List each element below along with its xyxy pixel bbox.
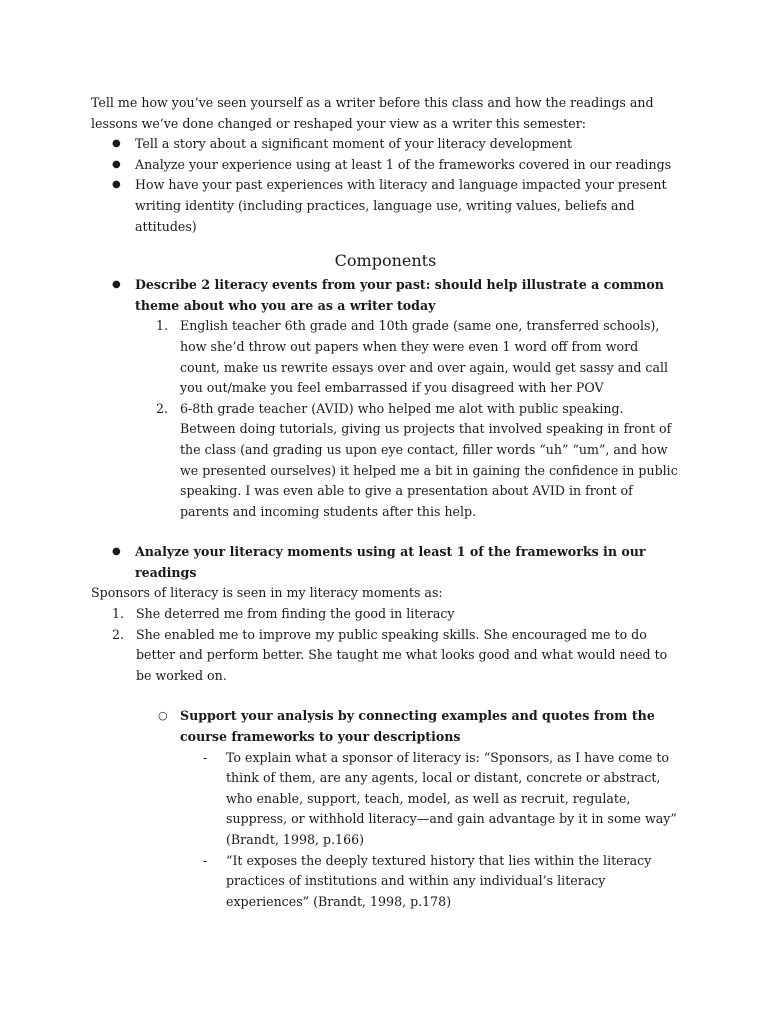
list-item [203, 851, 680, 913]
section2-bullet-list [91, 542, 680, 583]
list-item-text: “It exposes the deeply textured history that lies within the literacy practices of institutions and within any individual’s literacy experiences” (Brandt, 1998, p.178) [226, 852, 652, 909]
list-item [135, 155, 680, 176]
list-item [135, 134, 680, 155]
components-heading: Components [334, 251, 437, 271]
list-number: 2. [156, 400, 169, 416]
list-number: 1. [112, 606, 125, 622]
list-item-text: Analyze your experience using at least 1 of the frameworks covered in our readings [135, 156, 672, 172]
list-number: 1. [156, 318, 169, 334]
spacer [91, 522, 680, 542]
list-item [112, 625, 680, 687]
section2-bullet [135, 542, 680, 583]
intro-bullet-list [91, 134, 680, 237]
section2-numbered-list [91, 604, 680, 686]
section2-intro: Sponsors of literacy is seen in my literacy moments as: [91, 585, 443, 601]
list-item-text: To explain what a sponsor of literacy is: “Sponsors, as I have come to think of them, are any agents, local or distant, concrete or abstract, who enable, support, teach, model, as well as recruit, regulate, suppress, or withhold literacy—and gain advantage by it in some way” (Brandt, 1998, p.166) [226, 749, 677, 847]
section3-dash-list [180, 748, 680, 913]
list-item-text: 6-8th grade teacher (AVID) who helped me alot with public speaking. Between doing tutorials, giving us projects that involved speaking in front of the class (and grading us upon eye contact, filler words “uh” “um”, and how we presented ourselves) it helped me a bit in gaining the confidence in public speaking. I was even able to give a presentation about AVID in front of parents and incoming students after this help. [180, 400, 678, 519]
hollow-circle-bullet-icon: ○ [158, 709, 168, 723]
list-item-text: She deterred me from finding the good in literacy [136, 606, 455, 622]
section1-bullet [135, 275, 680, 522]
dash-bullet: - [203, 749, 208, 765]
list-item-text: She enabled me to improve my public speaking skills. She encouraged me to do better and perform better. She taught me what looks good and what would need to be worked on. [136, 626, 668, 683]
list-item [156, 399, 680, 523]
list-item [135, 175, 680, 237]
section2-bullet-text: Analyze your literacy moments using at least 1 of the frameworks in our readings [135, 544, 646, 580]
list-number: 2. [112, 626, 125, 642]
list-item [112, 604, 680, 625]
section3-bullet-text: Support your analysis by connecting examples and quotes from the course frameworks to your descriptions [180, 708, 655, 745]
section3-bullet [158, 706, 680, 912]
list-item-text: Tell a story about a significant moment of your literacy development [135, 136, 573, 152]
intro-paragraph: Tell me how you’ve seen yourself as a writer before this class and how the readings and lessons we’ve done changed or reshaped your view as a writer this semester: [91, 95, 654, 131]
dash-bullet: - [203, 852, 208, 868]
list-item [203, 748, 680, 851]
list-item-text: English teacher 6th grade and 10th grade (same one, transferred schools), how she’d throw out papers when they were even 1 word off from word count, make us rewrite essays over and over again, would get sassy and call you out/make you feel embarrassed if you disagreed with her POV [180, 318, 669, 396]
section1-numbered-list [135, 316, 680, 522]
list-item-text: How have your past experiences with literacy and language impacted your present writing identity (including practices, language use, writing values, beliefs and attitudes) [135, 177, 667, 234]
section1-bullet-list [91, 275, 680, 522]
list-item [156, 316, 680, 398]
section3-circle-list [91, 706, 680, 912]
section1-bullet-text: Describe 2 literacy events from your past: should help illustrate a common theme about who you are as a writer today [135, 277, 664, 313]
